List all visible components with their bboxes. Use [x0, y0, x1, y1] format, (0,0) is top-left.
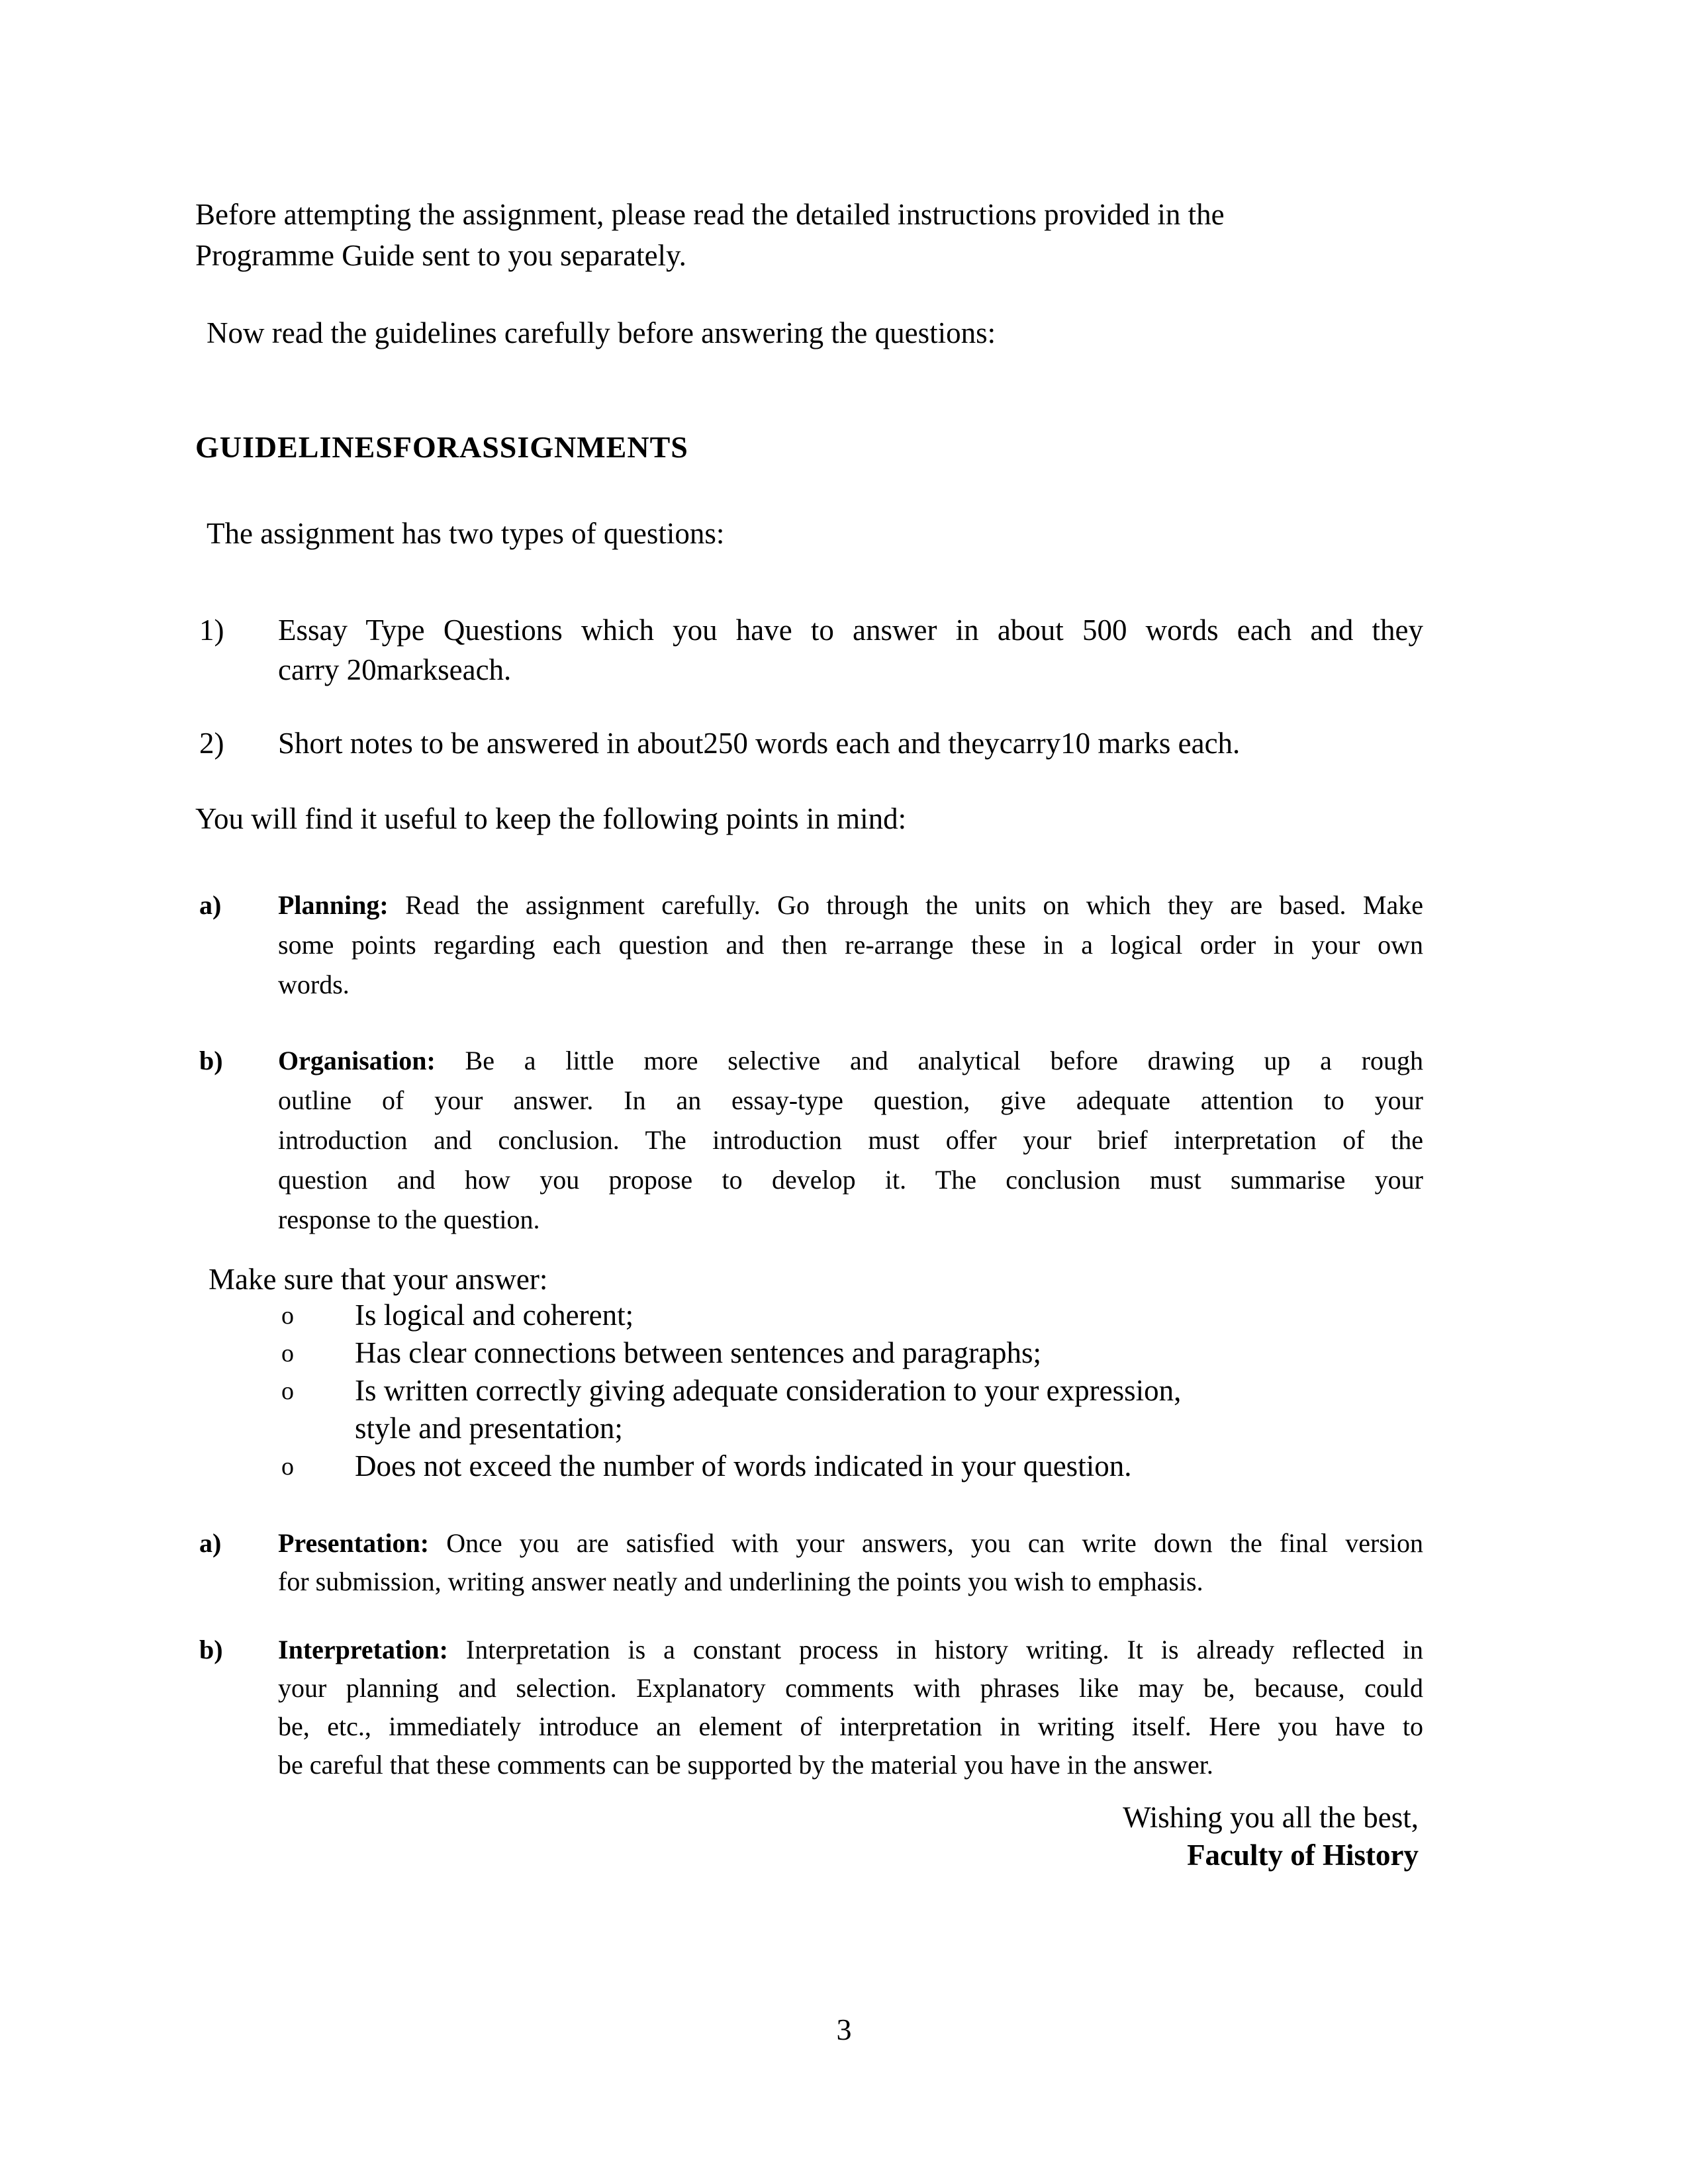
organisation-label: Organisation: [278, 1046, 436, 1075]
bullet-item-3-line-2: style and presentation; [355, 1412, 623, 1445]
answer-intro [195, 1259, 1423, 1300]
numbered-item-1-line-1: Essay Type Questions which you have to answer in about 500 words each and they [278, 614, 1423, 647]
organisation-line-4: question and how you propose to develop it. The conclusion must summarise your [278, 1165, 1423, 1195]
bullet-item-2-text: Has clear connections between sentences and paragraphs; [355, 1336, 1042, 1369]
circle-bullet-icon: o [281, 1340, 294, 1367]
numbered-item-2-line-1: Short notes to be answered in about250 words each and theycarry10 marks each. [278, 727, 1241, 760]
bullet-item-3 [281, 1372, 1423, 1447]
points-intro-text: You will find it useful to keep the following points in mind: [195, 802, 907, 835]
presentation-item [195, 1524, 1423, 1601]
closing-faculty-text: Faculty of History [1187, 1839, 1419, 1872]
bullet-item-4-text: Does not exceed the number of words indicated in your question. [355, 1449, 1132, 1482]
presentation-line-1-rest: Once you are satisfied with your answers, you can write down the final version [429, 1528, 1423, 1558]
planning-marker: a) [199, 890, 222, 920]
bullet-item-2 [281, 1334, 1423, 1372]
closing-signature [195, 1799, 1419, 1874]
circle-bullet-icon: o [281, 1453, 294, 1480]
interpretation-label: Interpretation: [278, 1635, 448, 1664]
intro-line-1: Before attempting the assignment, please read the detailed instructions provided in the [195, 198, 1225, 231]
interpretation-line-4: be careful that these comments can be supported by the material you have in the answer. [278, 1750, 1213, 1780]
planning-item [195, 886, 1423, 1005]
intro-line-2: Programme Guide sent to you separately. [195, 239, 686, 272]
circle-bullet-icon: o [281, 1302, 294, 1330]
organisation-item [195, 1041, 1423, 1240]
numbered-item-2 [195, 723, 1423, 763]
answer-bullet-list [195, 1297, 1423, 1485]
answer-intro-text: Make sure that your answer: [209, 1263, 548, 1296]
organisation-line-1 [278, 1041, 1423, 1081]
organisation-line-2: outline of your answer. In an essay-type question, give adequate attention to your [278, 1085, 1423, 1115]
numbered-item-2-marker: 2) [199, 727, 224, 760]
interpretation-line-1 [278, 1631, 1423, 1669]
intro-paragraph [195, 194, 1423, 276]
numbered-item-1 [195, 610, 1423, 690]
interpretation-line-1-rest: Interpretation is a constant process in history writing. It is already reflected in [448, 1635, 1423, 1664]
organisation-line-1-rest: Be a little more selective and analytical before drawing up a rough [435, 1046, 1423, 1075]
circle-bullet-icon: o [281, 1377, 294, 1405]
interpretation-line-2: your planning and selection. Explanatory comments with phrases like may be, because, could [278, 1673, 1423, 1703]
organisation-line-3: introduction and conclusion. The introduction must offer your brief interpretation of the [278, 1125, 1423, 1155]
organisation-line-5: response to the question. [278, 1205, 540, 1234]
bullet-item-1 [281, 1297, 1423, 1334]
planning-line-1 [278, 886, 1423, 925]
types-intro-text: The assignment has two types of questions: [207, 517, 725, 550]
planning-line-2: some points regarding each question and then re-arrange these in a logical order in your own [278, 930, 1423, 960]
planning-line-1-rest: Read the assignment carefully. Go through the units on which they are based. Make [388, 890, 1423, 920]
interpretation-item [195, 1631, 1423, 1784]
bullet-item-4 [281, 1447, 1423, 1485]
presentation-label: Presentation: [278, 1528, 430, 1558]
planning-label: Planning: [278, 890, 389, 920]
guidelines-note [195, 312, 1434, 353]
points-intro [195, 798, 1423, 839]
page-number: 3 [836, 2013, 852, 2046]
organisation-marker: b) [199, 1046, 223, 1075]
presentation-line-1 [278, 1524, 1423, 1563]
closing-wish-text: Wishing you all the best, [1123, 1801, 1419, 1834]
numbered-item-1-line-2: carry 20markseach. [278, 653, 512, 686]
presentation-line-2: for submission, writing answer neatly and underlining the points you wish to emphasis. [278, 1567, 1203, 1596]
presentation-marker: a) [199, 1528, 222, 1558]
bullet-item-1-text: Is logical and coherent; [355, 1298, 634, 1332]
interpretation-marker: b) [199, 1635, 223, 1664]
numbered-item-1-marker: 1) [199, 614, 224, 647]
section-heading: GUIDELINESFORASSIGNMENTS [195, 430, 688, 464]
interpretation-line-3: be, etc., immediately introduce an element of interpretation in writing itself. Here you have to [278, 1711, 1423, 1741]
planning-line-3: words. [278, 970, 350, 999]
types-intro [195, 513, 1434, 554]
bullet-item-3-line-1: Is written correctly giving adequate consideration to your expression, [355, 1374, 1182, 1407]
guidelines-note-text: Now read the guidelines carefully before answering the questions: [207, 316, 996, 349]
